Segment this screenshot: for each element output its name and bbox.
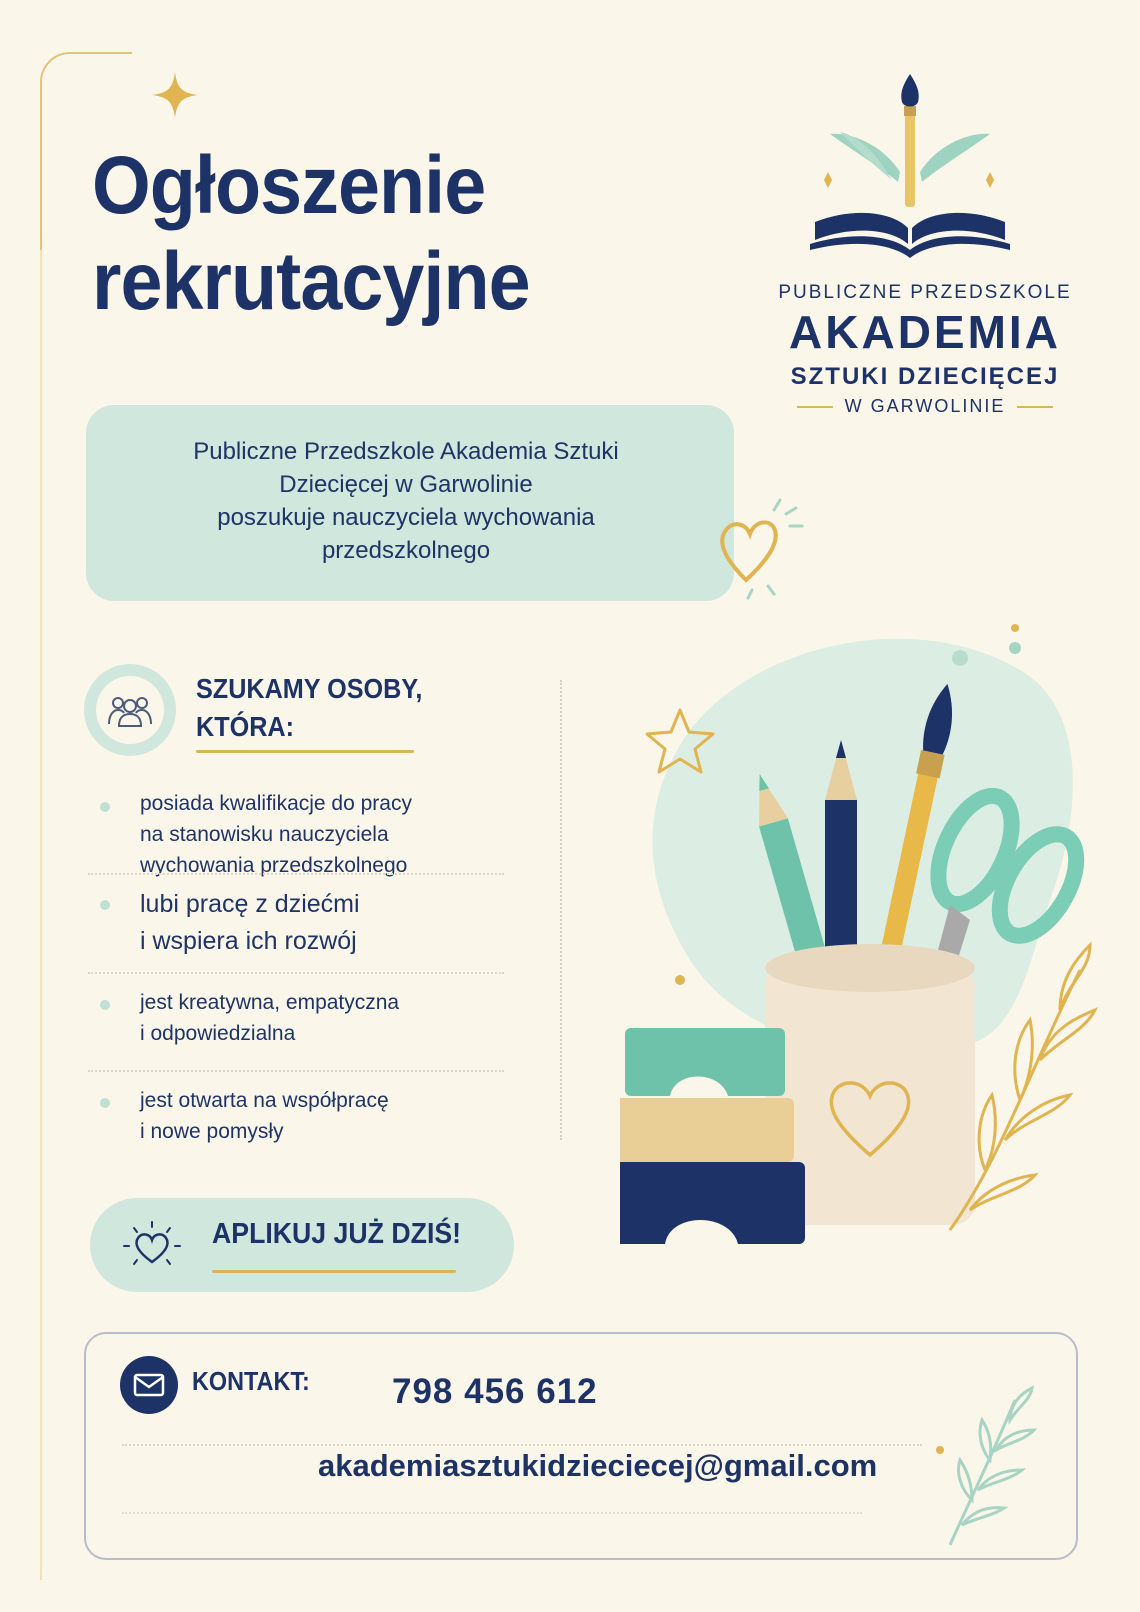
column-divider — [560, 680, 562, 1140]
seeking-heading-line-2: KTÓRA: — [196, 711, 294, 742]
requirement-item — [140, 886, 360, 960]
contact-phone[interactable]: 798 456 612 — [392, 1372, 598, 1411]
intro-line: Publiczne Przedszkole Akademia Sztuki — [193, 438, 619, 465]
requirement-line: posiada kwalifikacje do pracy — [140, 792, 412, 815]
requirement-line: lubi pracę z dziećmi — [140, 890, 360, 918]
logo-town-row — [770, 396, 1080, 417]
heart-icon — [120, 1216, 184, 1276]
requirement-line: jest otwarta na współpracę — [140, 1089, 389, 1112]
seeking-heading-line-1: SZUKAMY OSOBY, — [196, 673, 423, 704]
people-group-icon — [96, 676, 164, 744]
art-supplies-illustration — [620, 600, 1100, 1300]
logo-town: W GARWOLINIE — [844, 396, 1006, 416]
leaf-sprig-icon — [930, 1380, 1040, 1550]
logo-divider — [1017, 406, 1053, 408]
list-divider — [88, 972, 504, 974]
bullet-dot — [100, 900, 110, 910]
intro-box — [86, 405, 734, 601]
title-line-1: Ogłoszenie — [92, 140, 486, 231]
contact-divider — [122, 1444, 922, 1446]
people-icon-badge-inner — [96, 676, 164, 744]
envelope-icon-badge — [120, 1356, 178, 1414]
intro-line: Dziecięcej w Garwolinie — [279, 471, 533, 498]
intro-text — [126, 435, 686, 567]
apply-label: APLIKUJ JUŻ DZIŚ! — [212, 1218, 462, 1250]
logo-subtitle: PUBLICZNE PRZEDSZKOLE — [778, 282, 1072, 303]
people-icon-badge — [84, 664, 176, 756]
bullet-dot — [100, 1098, 110, 1108]
requirement-line: i nowe pomysły — [140, 1120, 284, 1143]
title-line-2: rekrutacyjne — [92, 236, 530, 327]
sparkle-icon — [150, 70, 200, 120]
logo-divider — [797, 406, 833, 408]
requirement-item — [140, 1085, 389, 1147]
heart-doodle-icon — [712, 490, 812, 600]
bullet-dot — [100, 802, 110, 812]
requirement-line: na stanowisku nauczyciela — [140, 823, 389, 846]
requirement-line: i odpowiedzialna — [140, 1022, 296, 1045]
requirement-line: jest kreatywna, empatyczna — [140, 991, 400, 1014]
page-title — [92, 138, 530, 330]
decorative-side-line — [40, 250, 42, 1580]
logo-name-line-1: AKADEMIA — [789, 306, 1061, 358]
requirement-line: wychowania przedszkolnego — [140, 854, 408, 877]
apply-underline — [212, 1270, 456, 1273]
seeking-heading — [196, 670, 422, 746]
intro-line: poszukuje nauczyciela wychowania — [217, 504, 595, 531]
intro-line: przedszkolnego — [321, 537, 491, 564]
contact-divider — [122, 1512, 862, 1514]
requirement-line: i wspiera ich rozwój — [140, 927, 357, 955]
envelope-icon — [120, 1356, 178, 1414]
list-divider — [88, 873, 504, 875]
book-paintbrush-icon — [810, 72, 1010, 262]
school-logo — [770, 282, 1080, 417]
heading-underline — [196, 750, 414, 753]
requirement-item — [140, 987, 399, 1049]
requirement-item — [140, 788, 412, 881]
bullet-dot — [100, 1000, 110, 1010]
logo-name-line-2: SZTUKI DZIECIĘCEJ — [790, 363, 1060, 390]
contact-email[interactable]: akademiasztukidzieciecej@gmail.com — [318, 1448, 878, 1483]
list-divider — [88, 1070, 504, 1072]
contact-label: KONTAKT: — [192, 1366, 310, 1396]
